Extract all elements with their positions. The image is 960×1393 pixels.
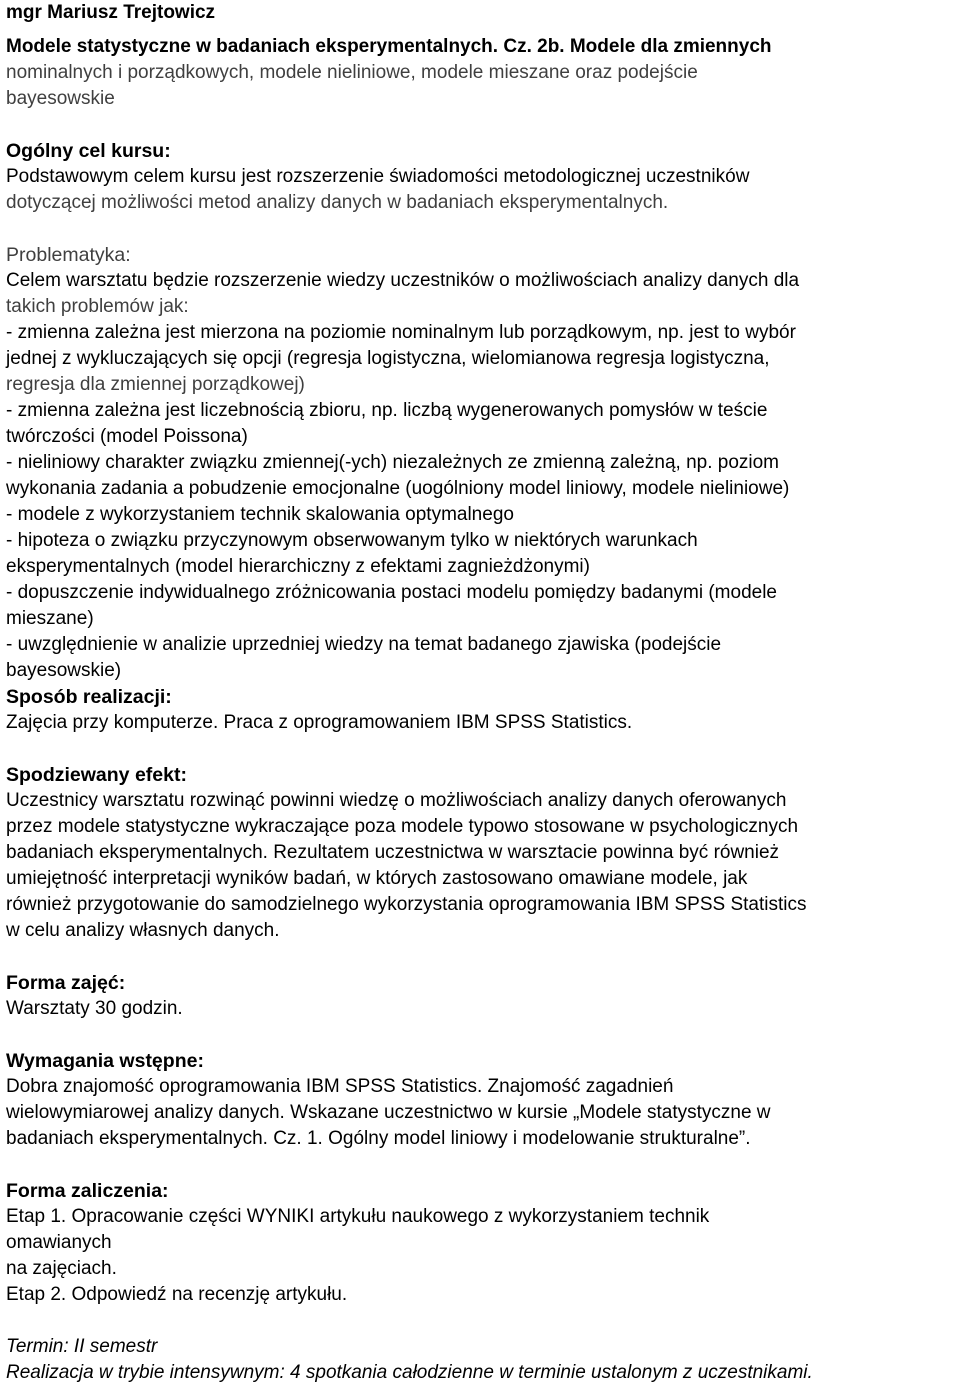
requirements-line: badaniach eksperymentalnych. Cz. 1. Ogólny model liniowy i modelowanie strukturalne”. (6, 1128, 751, 1149)
problems-line: - dopuszczenie indywidualnego zróżnicowania postaci modelu pomiędzy badanymi (modele (6, 582, 777, 603)
form-heading: Forma zajęć: (6, 972, 126, 994)
problems-line: twórczości (model Poissona) (6, 426, 248, 447)
method-line: Zajęcia przy komputerze. Praca z oprogramowaniem IBM SPSS Statistics. (6, 712, 633, 733)
effect-line: badaniach eksperymentalnych. Rezultatem uczestnictwa w warsztacie powinna być również (6, 842, 780, 863)
method-heading: Sposób realizacji: (6, 686, 172, 708)
effect-line: przez modele statystyczne wykraczające poza modele typowo stosowane w psychologicznych (6, 816, 799, 837)
assessment-section (6, 1178, 960, 1308)
effect-line: w celu analizy własnych danych. (6, 920, 280, 941)
requirements-line: Dobra znajomość oprogramowania IBM SPSS Statistics. Znajomość zagadnień (6, 1076, 674, 1097)
effect-line: umiejętność interpretacji wyników badań, w których zastosowano omawiane modele, jak (6, 868, 748, 889)
assessment-line: na zajęciach. (6, 1258, 117, 1279)
assessment-line: omawianych (6, 1232, 112, 1253)
problems-line: Celem warsztatu będzie rozszerzenie wiedzy uczestników o możliwościach analizy danych dla (6, 270, 800, 291)
problems-line: jednej z wykluczających się opcji (regresja logistyczna, wielomianowa regresja logistyczna, (6, 348, 770, 369)
goal-section (6, 138, 960, 216)
effect-line: Uczestnicy warsztatu rozwinąć powinni wiedzę o możliwościach analizy danych oferowanych (6, 790, 787, 811)
assessment-line: Etap 1. Opracowanie części WYNIKI artykułu naukowego z wykorzystaniem technik (6, 1206, 710, 1227)
requirements-section (6, 1048, 960, 1152)
problems-line: - hipoteza o związku przyczynowym obserwowanym tylko w niektórych warunkach (6, 530, 698, 551)
problems-line: regresja dla zmiennej porządkowej) (6, 374, 305, 395)
requirements-heading: Wymagania wstępne: (6, 1050, 204, 1072)
problems-section (6, 242, 960, 684)
problems-line: wykonania zadania a pobudzenie emocjonalne (uogólniony model liniowy, modele nieliniowe) (6, 478, 790, 499)
requirements-line: wielowymiarowej analizy danych. Wskazane uczestnictwo w kursie „Modele statystyczne w (6, 1102, 771, 1123)
problems-line: - uwzględnienie w analizie uprzedniej wiedzy na temat badanego zjawiska (podejście (6, 634, 722, 655)
term-note: Termin: II semestr (6, 1336, 158, 1357)
form-section (6, 970, 960, 1022)
problems-line: bayesowskie) (6, 660, 122, 681)
course-title (6, 34, 960, 112)
problems-line: - zmienna zależna jest liczebnością zbioru, np. liczbą wygenerowanych pomysłów w teście (6, 400, 768, 421)
form-line: Warsztaty 30 godzin. (6, 998, 183, 1019)
goal-heading: Ogólny cel kursu: (6, 140, 171, 162)
mode-note: Realizacja w trybie intensywnym: 4 spotkania całodzienne w terminie ustalonym z uczestnikami. (6, 1362, 813, 1383)
course-title-line: Modele statystyczne w badaniach eksperymentalnych. Cz. 2b. Modele dla zmiennych (6, 36, 772, 57)
goal-line: Podstawowym celem kursu jest rozszerzenie świadomości metodologicznej uczestników (6, 166, 750, 187)
effect-line: również przygotowanie do samodzielnego wykorzystania oprogramowania IBM SPSS Statistics (6, 894, 807, 915)
author-name: mgr Mariusz Trejtowicz (6, 2, 216, 23)
problems-line: takich problemów jak: (6, 296, 189, 317)
effect-section (6, 762, 960, 944)
course-title-line: bayesowskie (6, 88, 115, 109)
method-section (6, 684, 960, 736)
problems-line: - modele z wykorzystaniem technik skalowania optymalnego (6, 504, 514, 525)
course-title-line: nominalnych i porządkowych, modele nieliniowe, modele mieszane oraz podejście (6, 62, 698, 83)
problems-line: - zmienna zależna jest mierzona na poziomie nominalnym lub porządkowym, np. jest to wybór (6, 322, 796, 343)
goal-line: dotyczącej możliwości metod analizy danych w badaniach eksperymentalnych. (6, 192, 669, 213)
problems-heading: Problematyka: (6, 244, 131, 266)
assessment-line: Etap 2. Odpowiedź na recenzję artykułu. (6, 1284, 348, 1305)
problems-line: mieszane) (6, 608, 94, 629)
problems-line: - nieliniowy charakter związku zmiennej(-ych) niezależnych ze zmienną zależną, np. poziom (6, 452, 780, 473)
effect-heading: Spodziewany efekt: (6, 764, 187, 786)
problems-line: eksperymentalnych (model hierarchiczny z efektami zagnieżdżonymi) (6, 556, 590, 577)
assessment-heading: Forma zaliczenia: (6, 1180, 169, 1202)
